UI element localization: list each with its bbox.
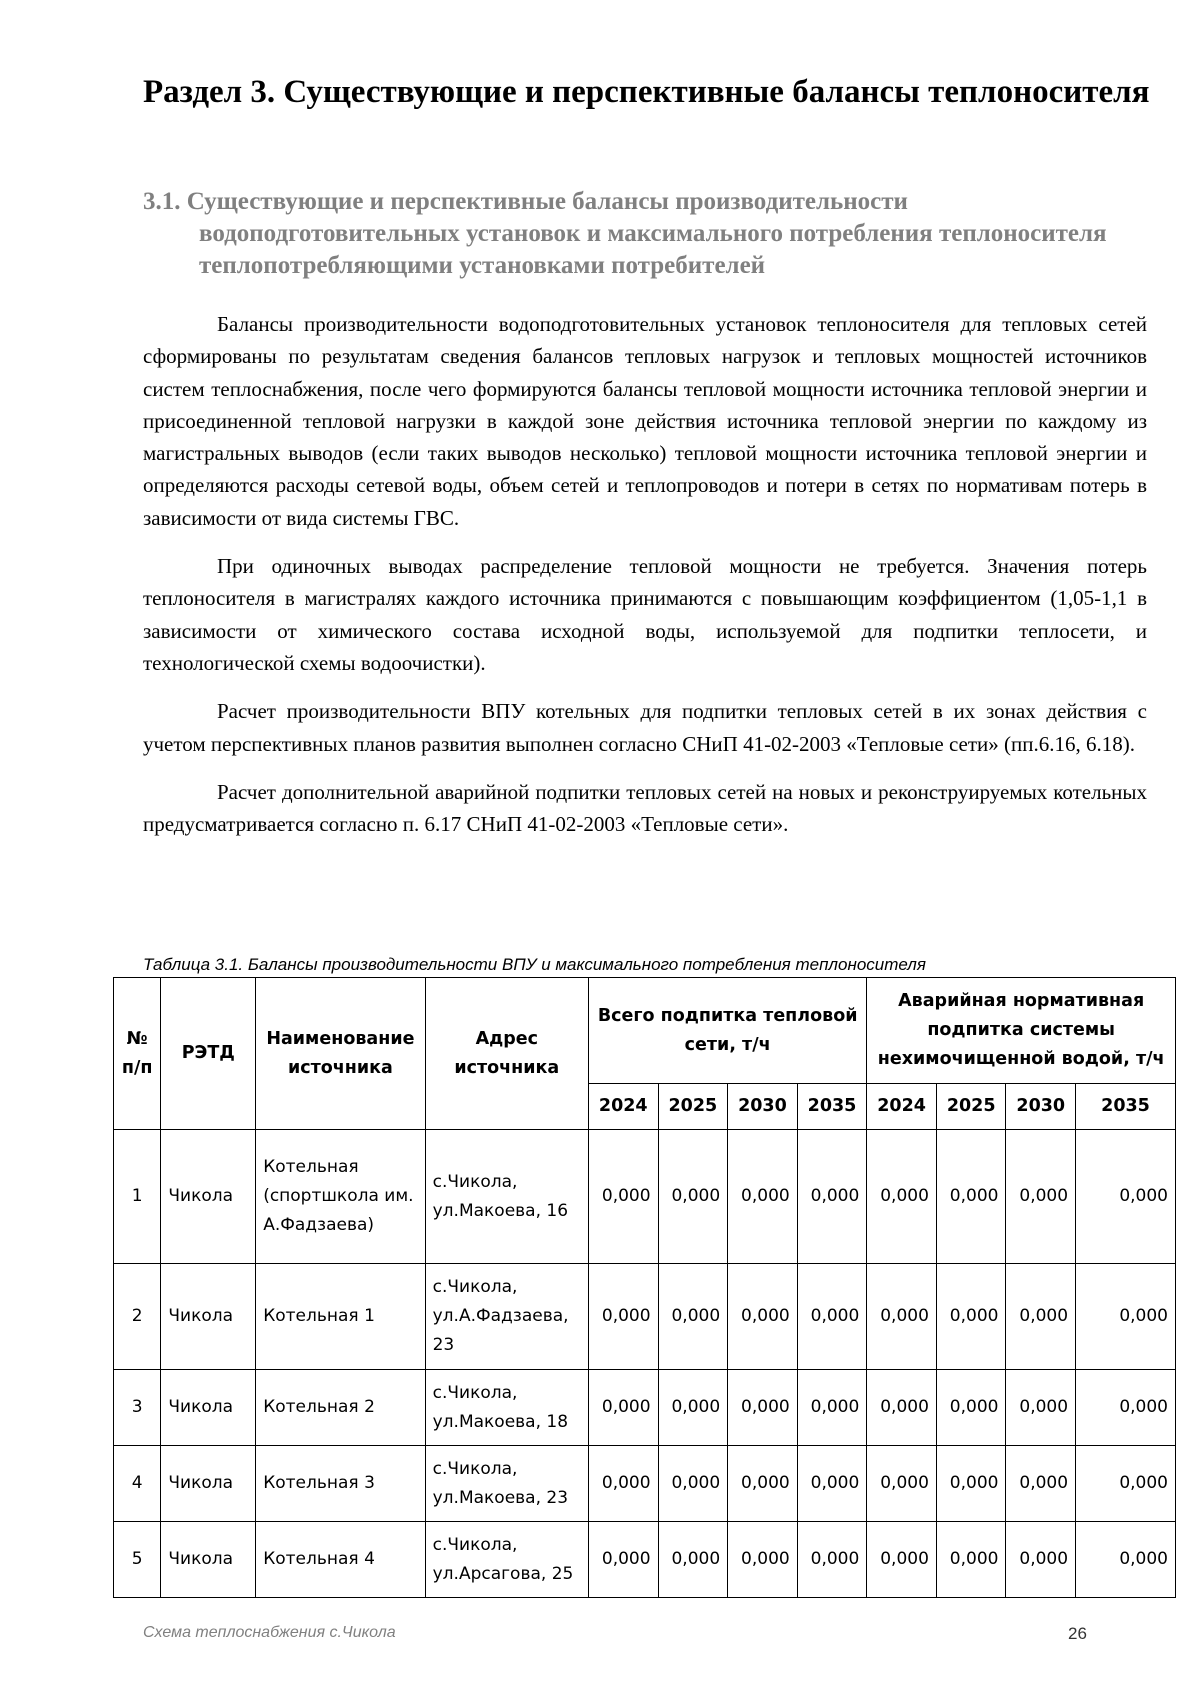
cell-num: 3 <box>114 1370 161 1446</box>
balance-table <box>113 977 1176 1598</box>
cell-value: 0,000 <box>797 1130 867 1264</box>
cell-value: 0,000 <box>1006 1130 1076 1264</box>
cell-value: 0,000 <box>1076 1446 1176 1522</box>
header-year: 2024 <box>588 1084 658 1130</box>
table-row <box>114 1370 1176 1446</box>
cell-value: 0,000 <box>1006 1264 1076 1370</box>
footer-title: Схема теплоснабжения с.Чикола <box>143 1624 396 1641</box>
cell-name: Котельная 4 <box>256 1522 425 1598</box>
header-year: 2030 <box>728 1084 798 1130</box>
subsection-heading: 3.1. Существующие и перспективные балансы производительности водоподготовительных установок и максимального потребления теплоносителя теплопотребляющими установками потребителей <box>143 188 1107 279</box>
cell-name: Котельная 3 <box>256 1446 425 1522</box>
cell-retd: Чикола <box>161 1370 256 1446</box>
header-year: 2025 <box>658 1084 728 1130</box>
cell-value: 0,000 <box>1076 1130 1176 1264</box>
cell-num: 5 <box>114 1522 161 1598</box>
table-caption: Таблица 3.1. Балансы производительности ВПУ и максимального потребления теплоносителя <box>143 955 926 974</box>
header-year: 2030 <box>1006 1084 1076 1130</box>
cell-address: с.Чикола, ул.Арсагова, 25 <box>425 1522 588 1598</box>
cell-retd: Чикола <box>161 1446 256 1522</box>
cell-value: 0,000 <box>728 1522 798 1598</box>
paragraph: Расчет производительности ВПУ котельных для подпитки тепловых сетей в их зонах действия с учетом перспективных планов развития выполнен согласно СНиП 41-02-2003 «Тепловые сети» (пп.6.16, 6.18). <box>143 699 1147 756</box>
header-num: № п/п <box>114 978 161 1130</box>
cell-value: 0,000 <box>867 1264 937 1370</box>
cell-value: 0,000 <box>1006 1446 1076 1522</box>
cell-value: 0,000 <box>1076 1522 1176 1598</box>
cell-address: с.Чикола, ул.Макоева, 23 <box>425 1446 588 1522</box>
cell-retd: Чикола <box>161 1130 256 1264</box>
cell-value: 0,000 <box>797 1264 867 1370</box>
paragraph: Балансы производительности водоподготовительных установок теплоносителя для тепловых сетей сформированы по результатам сведения балансов тепловых нагрузок и тепловых мощностей источников систем теплоснабжения, после чего формируются балансы тепловой мощности источника тепловой энергии и присоединенной тепловой нагрузки в каждой зоне действия источника тепловой энергии по каждому из магистральных выводов (если таких выводов несколько) тепловой мощности источника тепловой энергии и определяются расходы сетевой воды, объем сетей и теплопроводов и потери в сетях по нормативам потерь в зависимости от вида системы ГВС. <box>143 312 1147 530</box>
cell-address: с.Чикола, ул.Макоева, 16 <box>425 1130 588 1264</box>
cell-value: 0,000 <box>936 1264 1006 1370</box>
cell-value: 0,000 <box>728 1264 798 1370</box>
cell-value: 0,000 <box>797 1522 867 1598</box>
cell-num: 2 <box>114 1264 161 1370</box>
header-year: 2035 <box>1076 1084 1176 1130</box>
table-row <box>114 1130 1176 1264</box>
header-year: 2024 <box>867 1084 937 1130</box>
cell-num: 4 <box>114 1446 161 1522</box>
cell-value: 0,000 <box>1006 1370 1076 1446</box>
cell-value: 0,000 <box>936 1522 1006 1598</box>
cell-value: 0,000 <box>867 1370 937 1446</box>
cell-name: Котельная (спортшкола им. А.Фадзаева) <box>256 1130 425 1264</box>
cell-value: 0,000 <box>588 1130 658 1264</box>
cell-value: 0,000 <box>588 1522 658 1598</box>
body-text <box>143 308 1147 856</box>
table-row <box>114 1522 1176 1598</box>
paragraph: Расчет дополнительной аварийной подпитки тепловых сетей на новых и реконструируемых котельных предусматривается согласно п. 6.17 СНиП 41-02-2003 «Тепловые сети». <box>143 779 1147 837</box>
header-retd: РЭТД <box>161 978 256 1130</box>
table-row <box>114 1446 1176 1522</box>
cell-value: 0,000 <box>867 1130 937 1264</box>
cell-value: 0,000 <box>728 1370 798 1446</box>
section-heading: Раздел 3. Существующие и перспективные балансы теплоносителя <box>143 74 1150 110</box>
cell-value: 0,000 <box>1006 1522 1076 1598</box>
cell-value: 0,000 <box>936 1370 1006 1446</box>
cell-value: 0,000 <box>658 1446 728 1522</box>
cell-value: 0,000 <box>658 1264 728 1370</box>
paragraph: При одиночных выводах распределение тепловой мощности не требуется. Значения потерь теплоносителя в магистралях каждого источника принимаются с повышающим коэффициентом (1,05-1,1 в зависимости от химического состава исходной воды, используемой для подпитки теплосети, и технологической схемы водоочистки). <box>143 554 1147 675</box>
cell-value: 0,000 <box>658 1522 728 1598</box>
cell-address: с.Чикола, ул.А.Фадзаева, 23 <box>425 1264 588 1370</box>
page-number: 26 <box>1068 1624 1087 1643</box>
cell-value: 0,000 <box>728 1130 798 1264</box>
cell-value: 0,000 <box>588 1446 658 1522</box>
table-row <box>114 1264 1176 1370</box>
cell-value: 0,000 <box>867 1522 937 1598</box>
header-year: 2035 <box>797 1084 867 1130</box>
cell-value: 0,000 <box>588 1370 658 1446</box>
header-name: Наименование источника <box>256 978 425 1130</box>
header-total-makeup: Всего подпитка тепловой сети, т/ч <box>588 978 866 1084</box>
cell-num: 1 <box>114 1130 161 1264</box>
cell-value: 0,000 <box>797 1446 867 1522</box>
header-emergency-makeup: Аварийная нормативная подпитка системы нехимочищенной водой, т/ч <box>867 978 1176 1084</box>
cell-value: 0,000 <box>728 1446 798 1522</box>
cell-address: с.Чикола, ул.Макоева, 18 <box>425 1370 588 1446</box>
cell-value: 0,000 <box>658 1130 728 1264</box>
cell-value: 0,000 <box>1076 1370 1176 1446</box>
cell-value: 0,000 <box>867 1446 937 1522</box>
header-year: 2025 <box>936 1084 1006 1130</box>
cell-value: 0,000 <box>588 1264 658 1370</box>
cell-value: 0,000 <box>658 1370 728 1446</box>
header-address: Адрес источника <box>425 978 588 1130</box>
cell-retd: Чикола <box>161 1522 256 1598</box>
cell-name: Котельная 2 <box>256 1370 425 1446</box>
cell-value: 0,000 <box>936 1130 1006 1264</box>
cell-value: 0,000 <box>797 1370 867 1446</box>
cell-retd: Чикола <box>161 1264 256 1370</box>
cell-name: Котельная 1 <box>256 1264 425 1370</box>
cell-value: 0,000 <box>1076 1264 1176 1370</box>
cell-value: 0,000 <box>936 1446 1006 1522</box>
